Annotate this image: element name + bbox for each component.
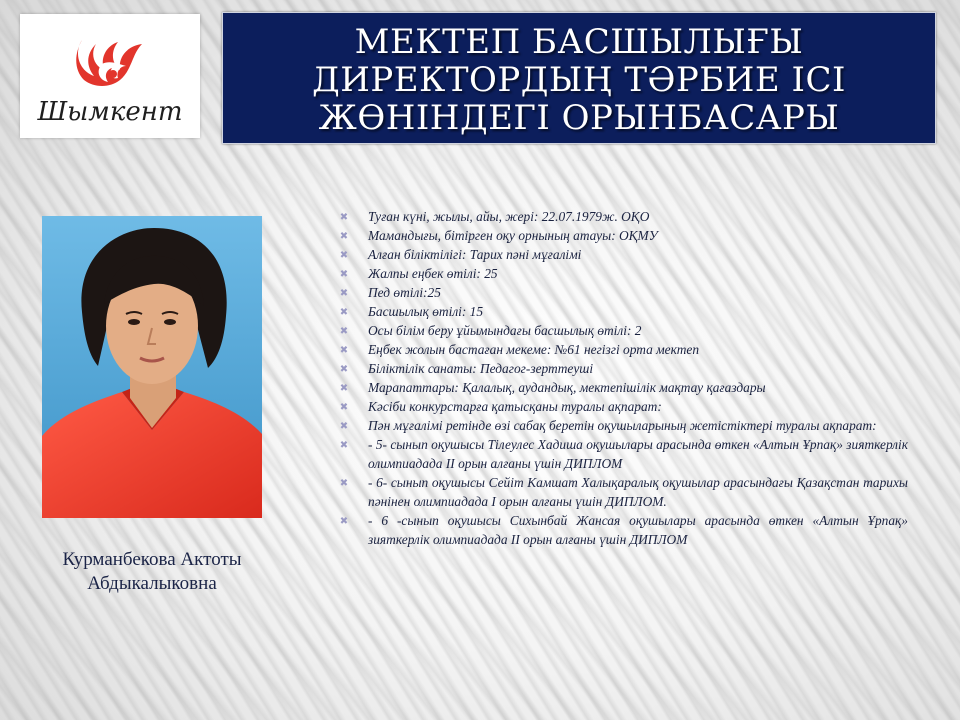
title-line-3: ЖӨНІНДЕГІ ОРЫНБАСАРЫ	[318, 98, 840, 138]
info-list	[338, 207, 908, 549]
portrait-photo	[42, 216, 262, 518]
x-bullet-icon: ✖	[339, 478, 349, 489]
city-logo	[20, 14, 200, 138]
x-bullet-icon: ✖	[339, 288, 349, 299]
shymkent-flame-logo-icon	[20, 14, 200, 138]
person-name-line-1: Курманбекова Актоты	[62, 549, 242, 570]
title-banner	[222, 12, 936, 144]
x-bullet-icon: ✖	[339, 402, 349, 413]
info-item-management-experience: ✖ Басшылық өтілі: 15	[338, 302, 908, 321]
x-bullet-icon: ✖	[339, 383, 349, 394]
info-item-total-experience: ✖ Жалпы еңбек өтілі: 25	[338, 264, 908, 283]
info-item-local-management-experience: ✖ Осы білім беру ұйымындағы басшылық өтілі: 2	[338, 321, 908, 340]
x-bullet-icon: ✖	[339, 231, 349, 242]
info-item-specialty: ✖ Мамандығы, бітірген оқу орнының атауы: ОҚМУ	[338, 226, 908, 245]
x-bullet-icon: ✖	[339, 250, 349, 261]
x-bullet-icon: ✖	[339, 307, 349, 318]
logo-wordmark: Шымкент	[37, 97, 183, 127]
info-item-awards: ✖ Марапаттары: Қалалық, аудандық, мектепішілік мақтау қағаздары	[338, 378, 908, 397]
info-item-qualification: ✖ Алған біліктілігі: Тарих пәні мұғалімі	[338, 245, 908, 264]
info-item-birth: ✖ Туған күні, жылы, айы, жері: 22.07.1979ж. ОҚО	[338, 207, 908, 226]
person-name-line-2: Абдыкалыковна	[87, 573, 217, 594]
x-bullet-icon: ✖	[339, 516, 349, 527]
title-line-2: ДИРЕКТОРДЫҢ ТӘРБИЕ ІСІ	[312, 60, 846, 100]
info-item-competitions: ✖ Кәсіби конкурстарға қатысқаны туралы ақпарат:	[338, 397, 908, 416]
x-bullet-icon: ✖	[339, 326, 349, 337]
info-item-achievement-1: ✖ - 5- сынып оқушысы Тілеулес Хадиша оқушылары арасында өткен «Алтын Ұрпақ» зияткерлік олимпиадада II орын алғаны үшін ДИПЛОМ	[339, 437, 908, 471]
info-item-first-workplace: ✖ Еңбек жолын бастаған мекеме: №61 негізгі орта мектеп	[338, 340, 908, 359]
title-line-1: МЕКТЕП БАСШЫЛЫҒЫ	[354, 22, 804, 62]
info-item-category: ✖ Біліктілік санаты: Педагог-зерттеуші	[338, 359, 908, 378]
info-item-teaching-experience: ✖ Пед өтілі:25	[338, 283, 908, 302]
x-bullet-icon: ✖	[339, 440, 349, 451]
page-title	[302, 19, 856, 137]
x-bullet-icon: ✖	[339, 364, 349, 375]
x-bullet-icon: ✖	[339, 345, 349, 356]
x-bullet-icon: ✖	[339, 269, 349, 280]
person-name	[30, 548, 274, 596]
info-item-student-achievements: ✖ Пән мұғалімі ретінде өзі сабақ беретін оқушыларының жетістіктері туралы ақпарат:	[338, 416, 908, 435]
x-bullet-icon: ✖	[339, 212, 349, 223]
x-bullet-icon: ✖	[339, 421, 349, 432]
info-item-achievement-3: ✖ - 6 -сынып оқушысы Сихынбай Жансая оқушылары арасында өткен «Алтын Ұрпақ» зияткерлік олимпиадада II орын алғаны үшін ДИПЛОМ	[339, 513, 908, 547]
info-item-achievement-2: ✖ - 6- сынып оқушысы Сейіт Камшат Халықаралық оқушылар арасындағы Қазақстан тарихы пәнінен олимпиадада I орын алғаны үшін ДИПЛОМ.	[339, 475, 908, 509]
